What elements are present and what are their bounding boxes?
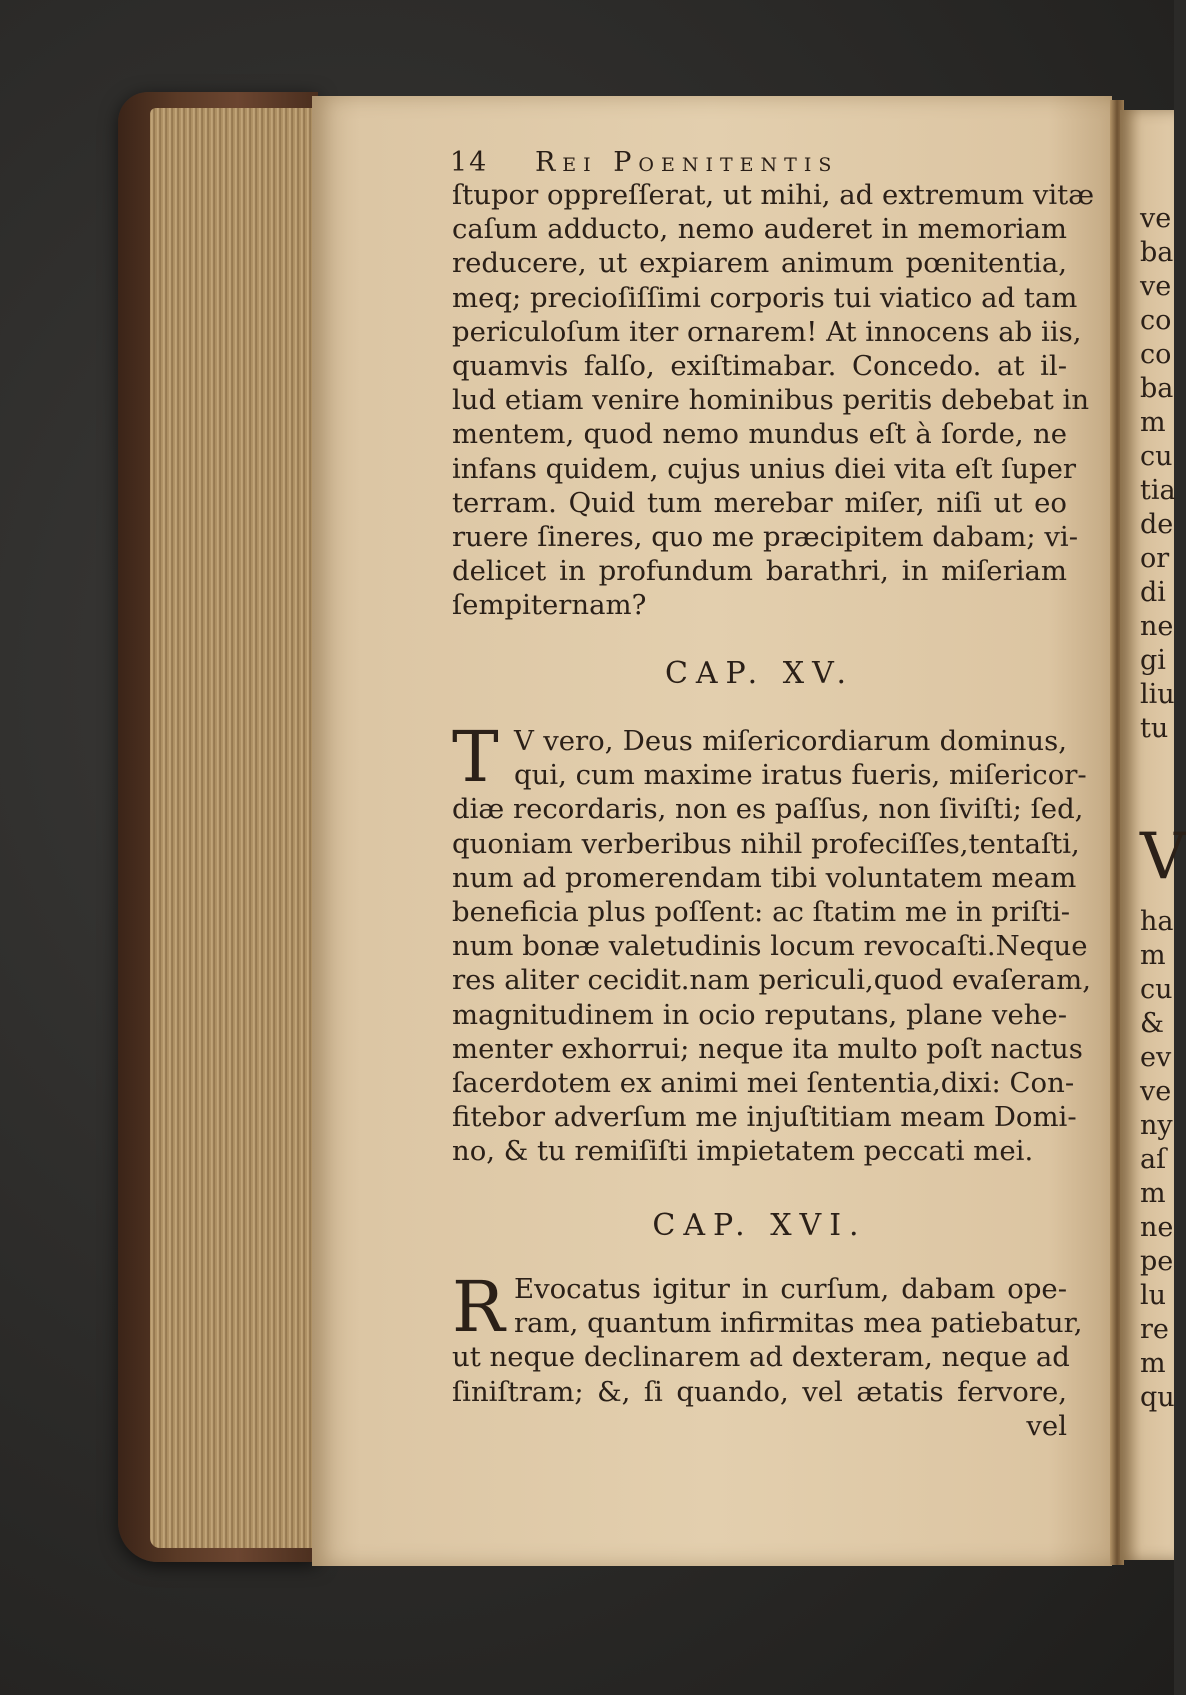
text-line: num ad promerendam tibi voluntatem meam: [452, 861, 1077, 894]
text-line: ut neque declinarem ad dexteram, neque ad: [452, 1341, 1070, 1374]
fragment: liu: [1140, 679, 1175, 710]
fragment: re: [1140, 1314, 1169, 1345]
text-line: lud etiam venire hominibus peritis debebat in: [452, 384, 1090, 417]
fragment: pe: [1140, 1246, 1174, 1277]
passage-continuation: [452, 178, 1095, 623]
text-line: terram. Quid tum merebar miſer, niſi ut eo: [452, 486, 1067, 519]
chapter-15-text: [452, 716, 1091, 1169]
text-line: ram, quantum infirmitas mea patiebatur,: [514, 1307, 1083, 1340]
facing-page-upper-fragments: [1140, 202, 1176, 746]
fragment: m: [1140, 940, 1166, 971]
page-edges: [150, 108, 315, 1548]
text-line: ſempiternam?: [452, 589, 647, 622]
text-line: periculoſum iter ornarem! At innocens ab iis,: [452, 315, 1082, 348]
fragment: aſ: [1140, 1144, 1167, 1175]
fragment: ve: [1140, 203, 1172, 234]
facing-page-lower-fragments: [1140, 905, 1175, 1415]
text-line: magnitudinem in ocio reputans, plane vehe-: [452, 998, 1067, 1031]
text-line: mentem, quod nemo mundus eſt à ſorde, ne: [452, 418, 1067, 451]
catchword: vel: [1026, 1409, 1067, 1442]
fragment: co: [1140, 339, 1172, 370]
fragment: ne: [1140, 1212, 1174, 1243]
text-line: meq; precioſiſſimi corporis tui viatico ad tam: [452, 281, 1078, 314]
chapter-15-dropcap: T: [452, 716, 499, 798]
text-line: diæ recordaris, non es paſſus, non ſiviſti; ſed,: [452, 793, 1084, 826]
text-line: V vero, Deus miſericordiarum dominus,: [514, 725, 1067, 757]
fragment: ny: [1140, 1110, 1173, 1141]
text-line: beneficia plus poſſent: ac ſtatim me in priſti-: [452, 896, 1071, 929]
text-line: qui, cum maxime iratus fueris, miſericor-: [514, 759, 1087, 792]
fragment: ba: [1140, 237, 1174, 268]
fragment: ve: [1140, 1076, 1172, 1107]
fragment: tu: [1140, 713, 1169, 744]
fragment: qu: [1140, 1382, 1175, 1413]
text-line: no, & tu remiſiſti impietatem peccati mei.: [452, 1135, 1034, 1168]
page-number: 14: [450, 147, 489, 178]
text-line: quamvis falſo, exiſtimabar. Concedo. at il-: [452, 350, 1067, 383]
fragment: ba: [1140, 373, 1174, 404]
text-line: ſiniſtram; &, ſi quando, vel ætatis fervore,: [452, 1375, 1067, 1408]
fragment: cu: [1140, 441, 1173, 472]
fragment: &: [1140, 1008, 1165, 1039]
text-line: quoniam verberibus nihil profeciſſes,tentaſti,: [452, 827, 1080, 860]
fragment: cu: [1140, 974, 1173, 1005]
chapter-16-dropcap: R: [452, 1266, 505, 1348]
fragment: ne: [1140, 611, 1174, 642]
fragment: m: [1140, 407, 1166, 438]
text-line: menter exhorrui; neque ita multo poſt nactus: [452, 1032, 1083, 1065]
running-title: Rei Poenitentis: [534, 147, 839, 178]
fragment: lu: [1140, 1280, 1167, 1311]
fragment: de: [1140, 509, 1174, 540]
text-line: ſtupor oppreſſerat, ut mihi, ad extremum vitæ: [452, 179, 1095, 211]
fragment: m: [1140, 1178, 1166, 1209]
fragment: di: [1140, 577, 1166, 608]
fragment: ve: [1140, 271, 1172, 302]
chapter-15-title: CAP. XV.: [664, 656, 855, 691]
fragment: gi: [1140, 645, 1166, 676]
fragment: ha: [1140, 906, 1174, 937]
text-line: Evocatus igitur in curſum, dabam ope-: [514, 1273, 1067, 1305]
text-line: ruere ſineres, quo me præcipitem dabam; vi-: [452, 521, 1079, 554]
fragment: m: [1140, 1348, 1166, 1379]
text-line: ſacerdotem ex animi mei ſententia,dixi: Con-: [452, 1067, 1075, 1100]
fragment: tia: [1140, 475, 1176, 506]
chapter-16-text: [452, 1266, 1083, 1443]
text-line: num bonæ valetudinis locum revocaſti.Neque: [452, 930, 1088, 963]
text-line: infans quidem, cujus unius diei vita eſt ſuper: [452, 452, 1077, 485]
text-line: delicet in profundum barathri, in miſeriam: [452, 555, 1067, 588]
fragment: or: [1140, 543, 1170, 574]
text-line: reducere, ut expiarem animum pœnitentia,: [452, 247, 1067, 280]
text-line: fitebor adverſum me injuſtitiam meam Domi-: [452, 1101, 1077, 1134]
fragment: ev: [1140, 1042, 1172, 1073]
text-line: caſum adducto, nemo auderet in memoriam: [452, 213, 1067, 246]
facing-page-dropcap: V: [1140, 820, 1186, 894]
chapter-16-title: CAP. XVI.: [652, 1208, 867, 1243]
text-line: res aliter cecidit.nam periculi,quod evaſeram,: [452, 964, 1091, 997]
fragment: co: [1140, 305, 1172, 336]
page-header: [450, 147, 838, 178]
